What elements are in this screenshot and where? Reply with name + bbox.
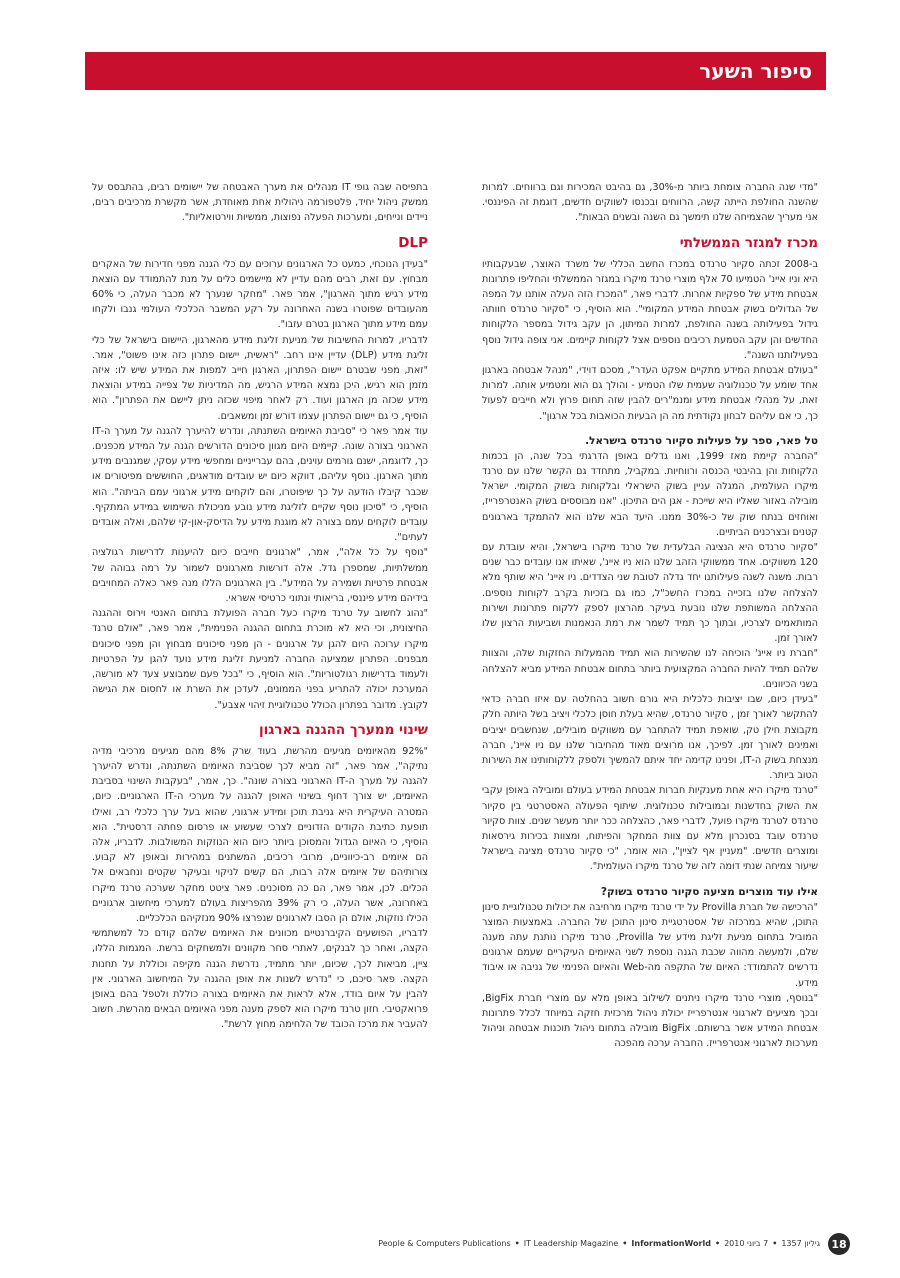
paragraph: "נהוג לחשוב על טרנד מיקרו כעל חברה הפועלת בתחום האנטי וירוס וההגנה החיצונית, וכי היא לא מוכרת בתחום ההגנה הפנימית", אמר פאר, "אולם טרנד מיקרו ערוכה היום להגן על ארגונים - הן מפני סיכונים מבחוץ והן מפני סיכונים מבפנים. הפתרון שמציעה החברה למניעת זליגת מידע נועד להגן על הפרטיות ולעמוד בדרישות רגולטוריות". הוא הוסיף, כי "בכל פעם שמבוצע צעד לא מורשה, המערכת יכולה להתריע בפני הממונים, לעדכן את השרת או לחסום את הגישה לקובץ. מדובר בפתרון הכולל טכנולוגיית זיהוי אצבע". [92, 608, 428, 711]
footer-date: 7 ביוני 2010 [724, 1239, 769, 1248]
subheading-change-defense: שינוי ממערך ההגנה בארגון [259, 721, 428, 738]
page-footer [0, 1233, 900, 1255]
paragraph: "הרכישה של חברת Provilla על ידי טרנד מיקרו מרחיבה את יכולות טכנולוגיית סינון התוכן, שהיא במרכזה של אסטרטגיית סינון התוכן של החברה. באמצעות המוצר המוביל בתחום מניעת זליגת מידע של Provilla, טרנד מיקרו נותנת עתה מענה שלם, ולמעשה מהווה שכבת הגנה נוספת לשני האיומים העיקריים שעמם ארגונים נדרשים להתמודד: האיום של התקפה מה-Web והאיום הפנימי של גניבה או איבוד מידע. [482, 901, 818, 989]
section-title: סיפור השער [699, 59, 812, 83]
paragraph: לדבריו, הפושעים הקיברנטיים מכוונים את האיומים שלהם קודם כל למשתמשי הקצה, ואחר כך לבנקים, לאתרי סחר מקוונים ולמשחקים ברשת. המגמות הללו, ציין, מביאות לכך, שכיום, יותר מתמיד, נדרשת הגנה מקיפה וכוללת על תחנות הקצה. פאר סיכם, כי "נדרש לשנות את אופן ההגנה על המיחשוב הארגוני. אין להבין על איום בודד, אלא לראות את האיומים בצורה כוללת ולטפל בהם באופן פרואקטיבי. חזון טרנד מיקרו הוא לספק מענה מפני האיומים הבאים מהרשת. חשוב להעביר את מרכז הכובד של הלחימה מחוץ לרשת". [92, 928, 428, 1031]
subheading-dlp: DLP [398, 234, 428, 251]
separator-dot: • [772, 1239, 778, 1248]
separator-dot: • [714, 1239, 721, 1248]
paragraph: "מדי שנה החברה צומחת ביותר מ-30%, גם בהיבט המכירות וגם ברווחים. למרות שהשנה החולפת הייתה קשה, הרווחים ובכנסו לשווקים חדשים, דוגמת זה הפיננסי. אני מעריך שהצמיחה שלנו תימשך גם השנה ובשנים הבאות". [482, 182, 818, 224]
paragraph: "טרנד מיקרו היא אחת מענקיות חברות אבטחת המידע בעולם ומובילה באופן עקבי את השוק בחדשנות ובמובילות טכנולוגית. שיתוף הפעולה האסטרטגי בין סקיור טרנדס לטרנד מיקרו פועל, לדברי פאר, כהצלחה ככר יותר מעשר שנים. צוות סקיור טרנדס עובד בסנכרון מלא עם צוות המחקר והפיתוח, ומצוות בכירות גירסאות ומוצרים חדשים. "מעניין אף לציין", הוא אומר, "כי סקיור טרנדס מציגה בישראל שיעור צמיחה שנתי דומה לזה של טרנד מיקרו העולמית". [482, 785, 818, 873]
footer-issue: גיליון 1357 [781, 1239, 820, 1248]
paragraph: "בעולם אבטחת המידע מתקיים אפקט העדר", מסכם דוידי, "מנהל אבטחה בארגון אחד שומע על טכנולוגיה שעמית שלו הטמיע - והולך גם הוא ומטמיע אותה. למרות זאת, על מנהלי אבטחת מידע ומנמ"רים להבין שזה תחום פרוץ ולא חייבים לפעול כך, כי אם עליהם לבחון נקודתית מה הן הבעיות הכואבות בכל ארגון". [482, 365, 818, 422]
paragraph: "92% מהאיומים מגיעים מהרשת, בעוד שרק 8% מהם מגיעים מרכיבי מדיה נתיקה", אמר פאר, "זה מביא לכך שסביבת האיומים השתנתה, ונדרש להיערך להגנה על מערך ה-IT הארגוני בצורה שונה". כך, אמר, "בעקבות השינוי בסביבת האיומים, יש צורך דחוף בשינוי האופן להגנה על מערכי ה-IT הארגוניים. כיום, המטרה העיקרית היא גניבת תוכן ומידע ארגוני, שהוא בעל ערך כלכלי רב, ואילו תופעת כתיבת הקודים הזדוניים לצרכי שעשוע או פרסום פחתה דרסטית". הוא הוסיף, כי האיום הגדול והמסוכן ביותר כיום הוא הנוזקות המשולבות. לדבריו, אלה הם איומים רב-כיווניים, מרובי רכיבים, המשתנים במהירות ובאופן לא קבוע. צורותיהם של איומים אלה רבות, הם קשים לניקוי ובעיקר שקטים ונחבאים אל הכלים. לכן, אמר פאר, הם כה מסוכנים. פאר ציטט מחקר שערכה טרנד מיקרו באחרונה, אשר העלה, כי רק 39% מהפריצות בעולם למערכי מיחשוב ארגוניים הכילו נוזקות, אולם הן הסבו לארגונים שנפרצו 90% מנזקיהם הכלכליים. [92, 745, 428, 924]
separator-dot: • [622, 1239, 628, 1248]
paragraph: עוד אמר פאר כי "סביבת האיומים השתנתה, ונדרש להיערך להגנה על מערך ה-IT הארגוני בצורה שונה. קיימים היום מגוון סיכונים הדורשים הגנה על המידע מכפנים. כך, לדוגמה, ישנם גורמים עוינים, בהם עברייניים ומחפשי מידע עסקי, שמגנבים מידע מתוך הארגון. נוסף עליהם, דווקא כיום יש עובדים מודאגים, החוששים מפיטורים או שכבר קיבלו הודעה על כך שיפוטרו, והם לוקחים מידע ארגוני עמם הביתה". הוא הוסיף, כי "סיכון נוסף שקיים לזליגת מידע נובע מניכולת השימוש במידע המתקיף. עובדים לוקחים עמם בצורה לא מוגנת מידע על הדיסק-און-קי שלהם, ואלה אובדים לעתים". [92, 425, 428, 544]
paragraph: "בעידן כיום, שבו יציבות כלכלית היא גורם חשוב בהחלטה עם איזו חברה כדאי להתקשר לאורך זמן , סקיור טרנדס, שהיא בעלת חוסן כלכלי ויציב בשל היותה חלק מקבוצת חילן טק, שואפת תמיד להתחבר עם משווקים מובילים, שנחשבים יציבים ואמינים לאורך זמן. לפיכך, אנו מרוצים מאוד מהחיבור שלנו עם ניו איינ', חברה מנצחת בשוק ה-IT, ופנינו קדימה יחד איתם להמשיך ולספק ללקוחותינו את השירות הטוב ביותר. [482, 694, 818, 782]
separator-dot: • [514, 1239, 520, 1248]
article-column-left [92, 180, 428, 1033]
paragraph: "החברה קיימת מאז 1999, ואנו גדלים באופן הדרגתי בכל שנה, הן בכמות הלקוחות והן בהיבטי הכנסה ורווחיות. במקביל, מתחדד גם הקשר שלנו עם טרנד מיקרו העולמית, המגלה עניין בשוק הישראלי ובלקוחות בשוק המקומי. ישראל מובילה באזור שאליו היא שייכת - אגן הים התיכון. "אנו מבוססים בשוק האנטרפרייז, ואוחזים בנתח שוק של כ-30% ממנו. היעד הבא שלנו הוא להתמקד בארגונים קטנים ובצרכנים הביתיים. [482, 450, 819, 538]
paragraph: "נוסף על כל אלה", אמר, "ארגונים חייבים כיום להיענות לדרישות רגולציה ממשלתיות, שמספרן גדל. אלה דורשות מארגונים לשמור על רמה גבוהה של אבטחת פרטיות ושמירה על המידע". בין הארגונים הללו מנה פאר כאלה המחויבים בידיהם מידע פיננסי, בריאותי ונתוני כרטיסי אשראי. [92, 547, 428, 605]
footer-publication-line [378, 1237, 820, 1251]
paragraph: "חברת ניו איינ' הוכיחה לנו שהשירות הוא תמיד מהמעלות החזקות שלה, והצוות שלהם תמיד להיות החברה המקצועית ביותר בתחום אבטחת המידע מביא להצלחה בשני הכיוונים. [482, 648, 818, 690]
article-column-right [482, 180, 818, 1052]
subheading-tal-peer: טל פאר, ספר על פעילות סקיור טרנדס בישראל. [585, 434, 818, 447]
page-number: 18 [828, 1233, 850, 1255]
section-banner [85, 52, 826, 90]
paragraph: "סקיור טרנדס היא הנציגה הבלעדית של טרנד מיקרו בישראל, והיא עובדת עם 120 משווקים. אחד ממשווקי הזהב שלנו הוא ניו איינ', שאיתו אנו עובדים כבר שנים רבות. משנה לשנה פעילותנו יחד גדלה לטובת שני הצדדים. ניו איינ' היא שותף מלא להצלחה שלנו בזכייה במכרז החשכ"ל, כמו גם בזכיות בקרב לקוחות נוספים. ההצלחה המשותפת שלנו נובעת בעיקר מהרצון לספק ללקוח פתרונות ושירות המותאמים לצרכיו, ובתוך כך תמיד לשמר את רמת הנאמנות ושביעות הרצון שלו לאורך זמן. [482, 542, 818, 645]
paragraph: לדבריו, למרות החשיבות של מניעת זליגת מידע מהארגון, היישום בישראל של כלי זליגת מידע (DLP) עדיין אינו רחב. "ראשית, יישום פתרון כזה אינו פשוט", אמר. "זאת, מפני שבטרם יישום הפתרון, הארגון חייב למפות את המידע שיש לו: איזה מזמן הוא רגיש, היכן נמצא המידע הרגיש, מה המדיניות של צפייה במידע והוצאת מידע שכזה מן הארגון ועוד. רק לאחר מיפוי שכזה ניתן ליישם את הפתרון". הוא הוסיף, כי גם יישום הפתרון עצמו דורש זמן ומשאבים. [92, 334, 428, 422]
footer-brand: InformationWorld [631, 1239, 711, 1248]
footer-magazine: IT Leadership Magazine [523, 1239, 619, 1248]
paragraph: בתפיסה שבה גופי IT מנהלים את מערך האבטחה של יישומים רבים, בהתבסס על ממשק ניהול יחיד, פלטפורמה ניהולית אחת מאוחדת, אשר מקשרת מרכיבים רבים, ניידים ונייחים, ומערכות הפעלה נפוצות, ממשיות ווירטואליות". [92, 182, 428, 224]
subheading-products: אילו עוד מוצרים מציעה סקיור טרנדס בשוק? [600, 885, 818, 898]
footer-publisher: People & Computers Publications [378, 1239, 511, 1248]
subheading-government-tender: מכרז למגזר הממשלתי [679, 234, 818, 251]
paragraph: "בנוסף, מוצרי טרנד מיקרו ניתנים לשילוב באופן מלא עם מוצרי חברת BigFix, ובכך מציעים לארגוני אנטרפרייז יכולת ניהול מרכזית חזקה במיוחד לכלל פתרונות אבטחת המידע אשר ברשותם. BigFix מובילה בתחום ניהול תוכנות אבטחה וניהול מערכות לארגוני אנטרפרייז. החברה ערכה מהפכה [482, 992, 818, 1050]
paragraph: "בעידן הנוכחי, כמעט כל הארגונים ערוכים עם כלי הגנה מפני חדירות של האקרים מבחוץ. עם זאת, רבים מהם עדיין לא מיישמים כלים על מנת להתמודד עם הוצאת מידע רגיש מתוך הארגון", אמר פאר. "מחקר שנערך לא מכבר העלה, כי 60% מהעובדים שפוטרו בשנה האחרונה על רקע המשבר הכלכלי העולמי גנבו ולקחו עמם מידע מתוך הארגון בטרם עזבו". [92, 258, 428, 331]
paragraph: ב-2008 זכתה סקיור טרנדס במכרז החשב הכללי של משרד האוצר, שבעקבותיו היא וניו איינ' הטמיעו 70 אלף מוצרי טרנד מיקרו במגזר הממשלתי והחליפו פתרונות אבטחת מידע של ספקיות אחרות. לדברי פאר, "המכרז הזה העלה אותנו על המפה של הגדולים בשוק אבטחת המידע המקומי". הוא הוסיף, כי "סקיור טרנדס חוותה גידול בפעילותה בשנה החולפת, למרות המיתון, הן עקב גידול במספר הלקוחות החדשים והן עקב הטמעת רכיבים נוספים אצל לקוחות קיימים. אני צופה גידול נוסף בפעילותנו השנה". [482, 258, 818, 361]
